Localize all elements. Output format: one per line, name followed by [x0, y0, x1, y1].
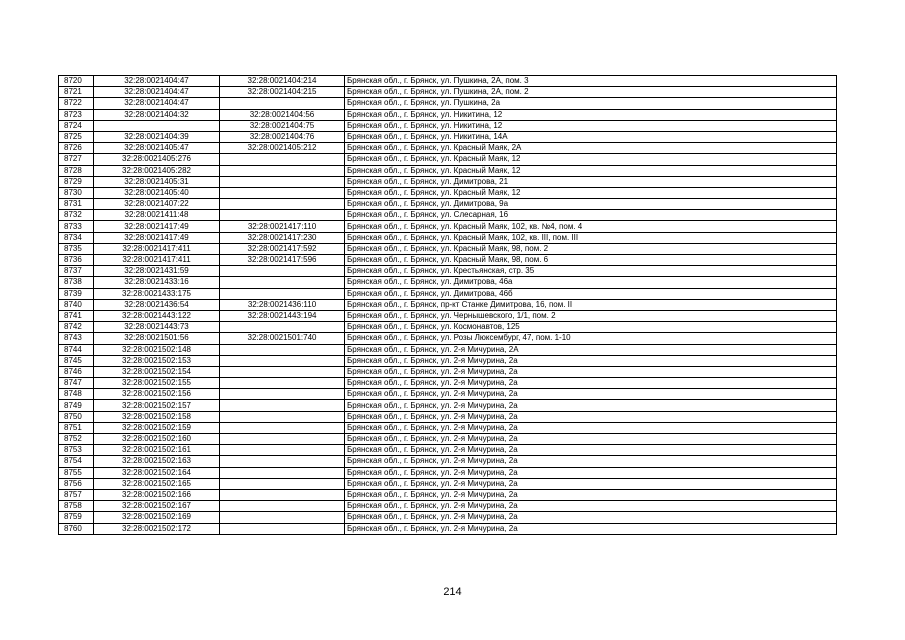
- table-row: [59, 210, 837, 221]
- row-number-cell: 8730: [59, 187, 94, 198]
- row-number-cell: 8733: [59, 221, 94, 232]
- premises-number-cell: 32:28:0021404:75: [220, 120, 345, 131]
- cadastral-number-cell: 32:28:0021501:56: [94, 333, 220, 344]
- cadastral-number-cell: 32:28:0021502:159: [94, 422, 220, 433]
- address-cell: Брянская обл., г. Брянск, ул. Пушкина, 2а: [345, 98, 837, 109]
- row-number-cell: 8751: [59, 422, 94, 433]
- row-number-cell: 8754: [59, 456, 94, 467]
- cadastral-number-cell: 32:28:0021404:47: [94, 98, 220, 109]
- table-row: [59, 199, 837, 210]
- table-row: [59, 288, 837, 299]
- address-cell: Брянская обл., г. Брянск, ул. 2-я Мичурина, 2а: [345, 478, 837, 489]
- premises-number-cell: [220, 378, 345, 389]
- cadastral-number-cell: 32:28:0021502:163: [94, 456, 220, 467]
- row-number-cell: 8752: [59, 434, 94, 445]
- premises-number-cell: [220, 456, 345, 467]
- cadastral-number-cell: 32:28:0021405:47: [94, 143, 220, 154]
- row-number-cell: 8721: [59, 87, 94, 98]
- address-cell: Брянская обл., г. Брянск, пр-кт Станке Димитрова, 16, пом. II: [345, 299, 837, 310]
- premises-number-cell: [220, 187, 345, 198]
- address-cell: Брянская обл., г. Брянск, ул. 2-я Мичурина, 2а: [345, 355, 837, 366]
- cadastral-number-cell: 32:28:0021502:165: [94, 478, 220, 489]
- cadastral-number-cell: 32:28:0021502:160: [94, 434, 220, 445]
- table-row: [59, 76, 837, 87]
- premises-number-cell: 32:28:0021436:110: [220, 299, 345, 310]
- premises-number-cell: 32:28:0021417:110: [220, 221, 345, 232]
- address-cell: Брянская обл., г. Брянск, ул. Никитина, 12: [345, 109, 837, 120]
- address-cell: Брянская обл., г. Брянск, ул. Космонавтов, 125: [345, 322, 837, 333]
- cadastral-number-cell: 32:28:0021502:164: [94, 467, 220, 478]
- address-cell: Брянская обл., г. Брянск, ул. 2-я Мичурина, 2а: [345, 400, 837, 411]
- premises-number-cell: [220, 501, 345, 512]
- cadastral-number-cell: 32:28:0021502:154: [94, 366, 220, 377]
- table-row: [59, 501, 837, 512]
- premises-number-cell: 32:28:0021417:596: [220, 255, 345, 266]
- row-number-cell: 8741: [59, 310, 94, 321]
- address-cell: Брянская обл., г. Брянск, ул. Красный Маяк, 12: [345, 165, 837, 176]
- premises-number-cell: 32:28:0021404:214: [220, 76, 345, 87]
- table-row: [59, 120, 837, 131]
- row-number-cell: 8734: [59, 232, 94, 243]
- table-row: [59, 221, 837, 232]
- premises-number-cell: [220, 165, 345, 176]
- table-row: [59, 187, 837, 198]
- premises-number-cell: [220, 98, 345, 109]
- table-row: [59, 389, 837, 400]
- table-row: [59, 131, 837, 142]
- address-cell: Брянская обл., г. Брянск, ул. Слесарная, 16: [345, 210, 837, 221]
- address-cell: Брянская обл., г. Брянск, ул. 2-я Мичурина, 2а: [345, 411, 837, 422]
- table-row: [59, 154, 837, 165]
- table-row: [59, 422, 837, 433]
- row-number-cell: 8753: [59, 445, 94, 456]
- table-row: [59, 445, 837, 456]
- address-cell: Брянская обл., г. Брянск, ул. Никитина, 14А: [345, 131, 837, 142]
- cadastral-number-cell: 32:28:0021502:167: [94, 501, 220, 512]
- registry-table: [58, 75, 837, 535]
- table-row: [59, 176, 837, 187]
- table-row: [59, 266, 837, 277]
- address-cell: Брянская обл., г. Брянск, ул. 2-я Мичурина, 2а: [345, 366, 837, 377]
- premises-number-cell: [220, 512, 345, 523]
- table-row: [59, 299, 837, 310]
- row-number-cell: 8744: [59, 344, 94, 355]
- table-row: [59, 467, 837, 478]
- premises-number-cell: 32:28:0021404:215: [220, 87, 345, 98]
- cadastral-number-cell: 32:28:0021436:54: [94, 299, 220, 310]
- premises-number-cell: [220, 434, 345, 445]
- address-cell: Брянская обл., г. Брянск, ул. 2-я Мичурина, 2а: [345, 467, 837, 478]
- row-number-cell: 8739: [59, 288, 94, 299]
- premises-number-cell: 32:28:0021501:740: [220, 333, 345, 344]
- table-row: [59, 366, 837, 377]
- row-number-cell: 8758: [59, 501, 94, 512]
- table-row: [59, 489, 837, 500]
- cadastral-number-cell: 32:28:0021502:153: [94, 355, 220, 366]
- row-number-cell: 8738: [59, 277, 94, 288]
- cadastral-number-cell: 32:28:0021431:59: [94, 266, 220, 277]
- premises-number-cell: 32:28:0021404:56: [220, 109, 345, 120]
- table-row: [59, 344, 837, 355]
- row-number-cell: 8723: [59, 109, 94, 120]
- premises-number-cell: 32:28:0021405:212: [220, 143, 345, 154]
- address-cell: Брянская обл., г. Брянск, ул. 2-я Мичурина, 2а: [345, 378, 837, 389]
- cadastral-number-cell: 32:28:0021405:40: [94, 187, 220, 198]
- cadastral-number-cell: 32:28:0021404:39: [94, 131, 220, 142]
- premises-number-cell: 32:28:0021443:194: [220, 310, 345, 321]
- premises-number-cell: [220, 389, 345, 400]
- premises-number-cell: [220, 288, 345, 299]
- cadastral-number-cell: 32:28:0021404:32: [94, 109, 220, 120]
- cadastral-number-cell: 32:28:0021417:49: [94, 232, 220, 243]
- table-row: [59, 277, 837, 288]
- premises-number-cell: [220, 366, 345, 377]
- address-cell: Брянская обл., г. Брянск, ул. 2-я Мичурина, 2а: [345, 434, 837, 445]
- table-row: [59, 322, 837, 333]
- premises-number-cell: [220, 478, 345, 489]
- address-cell: Брянская обл., г. Брянск, ул. Красный Маяк, 102, кв. III, пом. III: [345, 232, 837, 243]
- table-row: [59, 143, 837, 154]
- premises-number-cell: [220, 322, 345, 333]
- table-row: [59, 512, 837, 523]
- premises-number-cell: [220, 355, 345, 366]
- row-number-cell: 8736: [59, 255, 94, 266]
- premises-number-cell: [220, 154, 345, 165]
- cadastral-number-cell: 32:28:0021417:49: [94, 221, 220, 232]
- premises-number-cell: [220, 400, 345, 411]
- row-number-cell: 8737: [59, 266, 94, 277]
- address-cell: Брянская обл., г. Брянск, ул. 2-я Мичурина, 2а: [345, 523, 837, 534]
- address-cell: Брянская обл., г. Брянск, ул. 2-я Мичурина, 2а: [345, 456, 837, 467]
- cadastral-number-cell: 32:28:0021433:175: [94, 288, 220, 299]
- row-number-cell: 8750: [59, 411, 94, 422]
- row-number-cell: 8727: [59, 154, 94, 165]
- premises-number-cell: [220, 467, 345, 478]
- address-cell: Брянская обл., г. Брянск, ул. Розы Люксембург, 47, пом. 1-10: [345, 333, 837, 344]
- address-cell: Брянская обл., г. Брянск, ул. Димитрова, 21: [345, 176, 837, 187]
- row-number-cell: 8748: [59, 389, 94, 400]
- cadastral-number-cell: 32:28:0021502:161: [94, 445, 220, 456]
- premises-number-cell: [220, 210, 345, 221]
- table-row: [59, 98, 837, 109]
- row-number-cell: 8759: [59, 512, 94, 523]
- cadastral-number-cell: 32:28:0021417:411: [94, 255, 220, 266]
- row-number-cell: 8735: [59, 243, 94, 254]
- address-cell: Брянская обл., г. Брянск, ул. Красный Маяк, 98, пом. 6: [345, 255, 837, 266]
- cadastral-number-cell: 32:28:0021502:169: [94, 512, 220, 523]
- address-cell: Брянская обл., г. Брянск, ул. Чернышевского, 1/1, пом. 2: [345, 310, 837, 321]
- address-cell: Брянская обл., г. Брянск, ул. Красный Маяк, 98, пом. 2: [345, 243, 837, 254]
- table-row: [59, 411, 837, 422]
- premises-number-cell: [220, 277, 345, 288]
- table-row: [59, 456, 837, 467]
- cadastral-number-cell: 32:28:0021443:73: [94, 322, 220, 333]
- row-number-cell: 8732: [59, 210, 94, 221]
- cadastral-number-cell: 32:28:0021443:122: [94, 310, 220, 321]
- address-cell: Брянская обл., г. Брянск, ул. Пушкина, 2А, пом. 3: [345, 76, 837, 87]
- table-row: [59, 355, 837, 366]
- cadastral-number-cell: 32:28:0021502:172: [94, 523, 220, 534]
- address-cell: Брянская обл., г. Брянск, ул. 2-я Мичурина, 2А: [345, 344, 837, 355]
- table-row: [59, 478, 837, 489]
- cadastral-number-cell: 32:28:0021417:411: [94, 243, 220, 254]
- table-row: [59, 378, 837, 389]
- cadastral-number-cell: 32:28:0021405:276: [94, 154, 220, 165]
- table-row: [59, 400, 837, 411]
- cadastral-number-cell: 32:28:0021404:47: [94, 76, 220, 87]
- row-number-cell: 8731: [59, 199, 94, 210]
- row-number-cell: 8726: [59, 143, 94, 154]
- row-number-cell: 8760: [59, 523, 94, 534]
- table-row: [59, 109, 837, 120]
- premises-number-cell: 32:28:0021417:592: [220, 243, 345, 254]
- address-cell: Брянская обл., г. Брянск, ул. 2-я Мичурина, 2а: [345, 422, 837, 433]
- address-cell: Брянская обл., г. Брянск, ул. Димитрова, 9а: [345, 199, 837, 210]
- table-row: [59, 243, 837, 254]
- premises-number-cell: [220, 266, 345, 277]
- cadastral-number-cell: 32:28:0021405:282: [94, 165, 220, 176]
- table-row: [59, 434, 837, 445]
- address-cell: Брянская обл., г. Брянск, ул. 2-я Мичурина, 2а: [345, 489, 837, 500]
- address-cell: Брянская обл., г. Брянск, ул. 2-я Мичурина, 2а: [345, 512, 837, 523]
- page-number: 214: [443, 586, 462, 598]
- row-number-cell: 8746: [59, 366, 94, 377]
- row-number-cell: 8729: [59, 176, 94, 187]
- premises-number-cell: 32:28:0021404:76: [220, 131, 345, 142]
- row-number-cell: 8757: [59, 489, 94, 500]
- address-cell: Брянская обл., г. Брянск, ул. 2-я Мичурина, 2а: [345, 501, 837, 512]
- address-cell: Брянская обл., г. Брянск, ул. Красный Маяк, 2А: [345, 143, 837, 154]
- premises-number-cell: [220, 489, 345, 500]
- row-number-cell: 8745: [59, 355, 94, 366]
- table-row: [59, 310, 837, 321]
- cadastral-number-cell: 32:28:0021502:157: [94, 400, 220, 411]
- premises-number-cell: [220, 523, 345, 534]
- cadastral-number-cell: 32:28:0021502:155: [94, 378, 220, 389]
- cadastral-number-cell: 32:28:0021404:47: [94, 87, 220, 98]
- cadastral-number-cell: 32:28:0021411:48: [94, 210, 220, 221]
- registry-table-body: [59, 76, 837, 535]
- address-cell: Брянская обл., г. Брянск, ул. Никитина, 12: [345, 120, 837, 131]
- table-row: [59, 523, 837, 534]
- row-number-cell: 8747: [59, 378, 94, 389]
- address-cell: Брянская обл., г. Брянск, ул. 2-я Мичурина, 2а: [345, 389, 837, 400]
- premises-number-cell: [220, 445, 345, 456]
- address-cell: Брянская обл., г. Брянск, ул. Димитрова, 46б: [345, 288, 837, 299]
- row-number-cell: 8722: [59, 98, 94, 109]
- premises-number-cell: [220, 176, 345, 187]
- address-cell: Брянская обл., г. Брянск, ул. Красный Маяк, 102, кв. №4, пом. 4: [345, 221, 837, 232]
- table-row: [59, 333, 837, 344]
- table-row: [59, 87, 837, 98]
- cadastral-number-cell: 32:28:0021502:166: [94, 489, 220, 500]
- row-number-cell: 8749: [59, 400, 94, 411]
- premises-number-cell: [220, 199, 345, 210]
- table-row: [59, 255, 837, 266]
- row-number-cell: 8740: [59, 299, 94, 310]
- cadastral-number-cell: 32:28:0021502:158: [94, 411, 220, 422]
- row-number-cell: 8743: [59, 333, 94, 344]
- cadastral-number-cell: 32:28:0021433:16: [94, 277, 220, 288]
- cadastral-number-cell: 32:28:0021502:156: [94, 389, 220, 400]
- row-number-cell: 8742: [59, 322, 94, 333]
- row-number-cell: 8756: [59, 478, 94, 489]
- row-number-cell: 8724: [59, 120, 94, 131]
- cadastral-number-cell: [94, 120, 220, 131]
- address-cell: Брянская обл., г. Брянск, ул. Димитрова, 46а: [345, 277, 837, 288]
- table-row: [59, 232, 837, 243]
- cadastral-number-cell: 32:28:0021405:31: [94, 176, 220, 187]
- table-row: [59, 165, 837, 176]
- address-cell: Брянская обл., г. Брянск, ул. Крестьянская, стр. 35: [345, 266, 837, 277]
- address-cell: Брянская обл., г. Брянск, ул. Пушкина, 2А, пом. 2: [345, 87, 837, 98]
- row-number-cell: 8755: [59, 467, 94, 478]
- premises-number-cell: [220, 344, 345, 355]
- premises-number-cell: [220, 422, 345, 433]
- premises-number-cell: 32:28:0021417:230: [220, 232, 345, 243]
- address-cell: Брянская обл., г. Брянск, ул. Красный Маяк, 12: [345, 154, 837, 165]
- premises-number-cell: [220, 411, 345, 422]
- row-number-cell: 8725: [59, 131, 94, 142]
- cadastral-number-cell: 32:28:0021502:148: [94, 344, 220, 355]
- row-number-cell: 8728: [59, 165, 94, 176]
- address-cell: Брянская обл., г. Брянск, ул. 2-я Мичурина, 2а: [345, 445, 837, 456]
- cadastral-number-cell: 32:28:0021407:22: [94, 199, 220, 210]
- address-cell: Брянская обл., г. Брянск, ул. Красный Маяк, 12: [345, 187, 837, 198]
- row-number-cell: 8720: [59, 76, 94, 87]
